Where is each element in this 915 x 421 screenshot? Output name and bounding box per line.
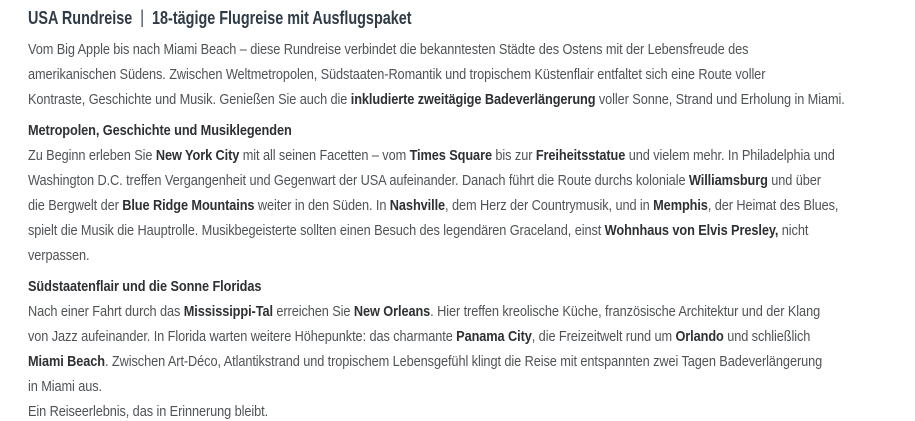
text-section [28,37,915,112]
bold-text: Times Square [409,147,492,164]
text-segment: Vom Big Apple bis nach Miami Beach – diese Rundreise verbindet die bekanntesten Städte des Ostens mit der Lebensfreude des [28,41,749,58]
text-segment: und vielem mehr. In Philadelphia und [625,147,835,164]
bold-text: Freiheitsstatue [535,147,626,164]
text-line [28,324,811,349]
text-segment: mit all seinen Facetten – vom [239,147,410,164]
text-segment: bis zur [491,147,536,164]
bold-text: Williamsburg [688,172,768,189]
text-segment: Zu Beginn erleben Sie [28,147,156,164]
text-line [28,87,845,112]
text-section [28,274,915,399]
text-segment: . Zwischen Art-Déco, Atlantikstrand und tropischem Lebensgefühl klingt die Reise mit entspannten zwei Tagen Badeverlängerung [105,353,823,370]
description-sections [28,37,915,421]
bold-text: Memphis [653,197,708,214]
text-line [28,62,782,87]
text-line [28,374,782,399]
text-line [28,399,782,421]
text-segment: die Bergwelt der [28,197,123,214]
text-line [28,218,809,243]
text-section [28,399,915,421]
text-line [28,37,782,62]
section-heading: Metropolen, Geschichte und Musiklegenden [28,122,292,139]
text-line [28,193,839,218]
bold-text: Nashville [389,197,446,214]
text-segment: Kontraste, Geschichte und Musik. Genießen Sie auch die [28,91,351,108]
text-segment: verpassen. [28,247,90,264]
text-segment: und schließlich [723,328,811,345]
text-segment: Ein Reiseerlebnis, das in Erinnerung bleibt. [28,403,269,420]
bold-text: inkludierte zweitägige Badeverlängerung [350,91,596,108]
text-segment: spielt die Musik die Hauptrolle. Musikbegeisterte sollten einen Besuch des legendären Graceland, einst [28,222,605,239]
text-segment: voller Sonne, Strand und Erholung in Miami. [595,91,845,108]
text-line [28,349,823,374]
text-segment: nicht [778,222,809,239]
trip-subtitle: 18-tägige Flugreise mit Ausflugspaket [152,8,412,28]
text-segment: von Jazz aufeinander. In Florida warten weitere Höhepunkte: das charmante [28,328,457,345]
text-segment: . Hier treffen kreolische Küche, französische Architektur und der Klang [430,303,821,320]
page-title [28,5,738,31]
text-line [28,299,821,324]
text-line [28,143,835,168]
text-segment: in Miami aus. [28,378,103,395]
bold-text: Wohnhaus von Elvis Presley, [604,222,779,239]
text-segment: Washington D.C. treffen Vergangenheit und Gegenwart der USA aufeinander. Danach führt die Route durchs koloniale [28,172,689,189]
bold-text: New York City [155,147,240,164]
section-heading: Südstaatenflair und die Sonne Floridas [28,278,262,295]
bold-text: Panama City [456,328,532,345]
text-segment: , dem Herz der Countrymusik, und in [445,197,654,214]
text-line [28,168,821,193]
bold-text: Orlando [675,328,724,345]
bold-text: Blue Ridge Mountains [122,197,255,214]
title-separator: | [140,7,145,27]
text-line [28,243,782,268]
text-segment: , die Freizeitwelt rund um [531,328,676,345]
text-segment: amerikanischen Südens. Zwischen Weltmetropolen, Südstaaten-Romantik und tropischem Küstenflair entfaltet sich eine Route voller [28,66,766,83]
text-segment: weiter in den Süden. In [254,197,390,214]
bold-text: New Orleans [353,303,431,320]
bold-text: Mississippi-Tal [183,303,273,320]
text-segment: Nach einer Fahrt durch das [28,303,184,320]
text-segment: und über [767,172,821,189]
text-segment: erreichen Sie [272,303,354,320]
trip-description-page [0,5,915,421]
text-segment: , der Heimat des Blues, [707,197,839,214]
bold-text: Miami Beach [28,353,106,370]
trip-name: USA Rundreise [28,8,133,28]
text-section [28,118,915,268]
